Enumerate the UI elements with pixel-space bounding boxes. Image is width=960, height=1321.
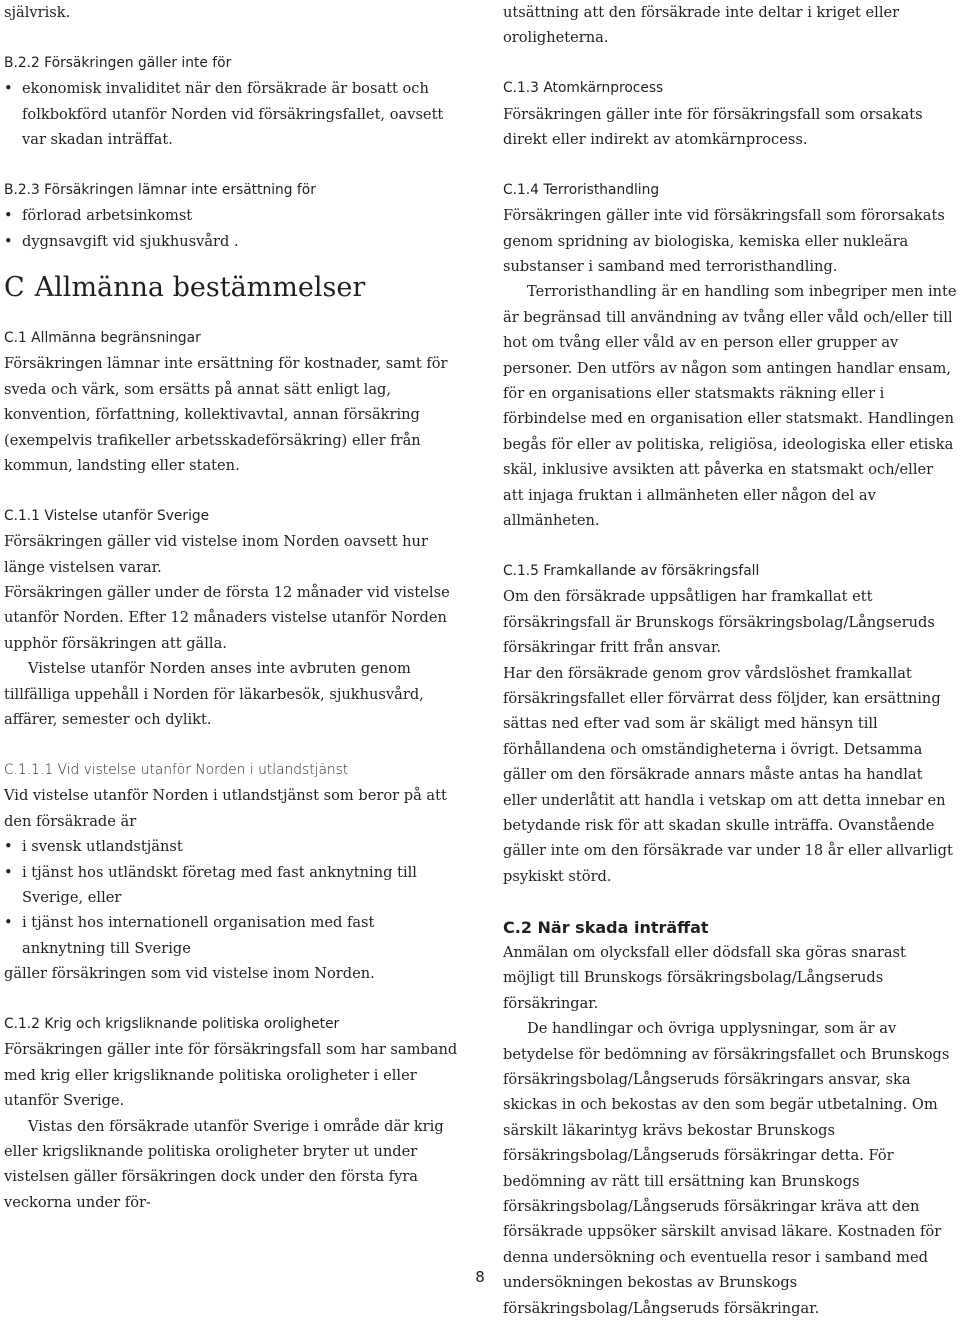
bullet-list bbox=[4, 203, 462, 254]
paragraph: Om den försäkrade uppsåtligen har framkallat ett försäkringsfall är Brunskogs försäkringsbolag/Långseruds försäkringar fritt från ansvar. bbox=[503, 588, 935, 657]
section-heading: B.2.2 Försäkringen gäller inte för bbox=[4, 54, 232, 71]
paragraph: Försäkringen lämnar inte ersättning för kostnader, samt för sveda och värk, som ersätts på annat sätt enligt lag, konvention, författning, kollektivavtal, annan försäkring (exempelvis trafikeller arbetsskadeförsäkring) eller från kommun, landsting eller staten. bbox=[4, 355, 448, 475]
section-heading: C.1 Allmänna begränsningar bbox=[4, 330, 201, 347]
paragraph: gäller försäkringen som vid vistelse inom Norden. bbox=[4, 965, 375, 983]
paragraph: Försäkringen gäller inte för försäkringsfall som har samband med krig eller krigsliknande politiska oroligheter i eller utanför Sverige. bbox=[4, 1041, 458, 1110]
list-item: • förlorad arbetsinkomst bbox=[4, 203, 462, 228]
list-item: • ekonomisk invaliditet när den försäkrade är bosatt och folkbokförd utanför Norden vid försäkringsfallet, oavsett var skadan inträffat. bbox=[4, 76, 462, 152]
bullet-list bbox=[4, 76, 462, 152]
section-c2 bbox=[503, 915, 957, 1321]
paragraph: Vistelse utanför Norden anses inte avbruten genom tillfälliga uppehåll i Norden för läkarbesök, sjukhusvård, affärer, semester och dylikt. bbox=[4, 660, 424, 729]
section-c12 bbox=[4, 1012, 462, 1215]
section-c15 bbox=[503, 559, 957, 889]
section-c11 bbox=[4, 504, 462, 733]
section-heading: C.1.4 Terroristhandling bbox=[503, 181, 660, 198]
continued-text: utsättning att den försäkrade inte deltar i kriget eller oroligheterna. bbox=[503, 4, 900, 47]
paragraph: Vistas den försäkrade utanför Sverige i område där krig eller krigsliknande politiska oroligheter bryter ut under vistelsen gäller försäkringen dock under den första fyra veckorna under för- bbox=[4, 1117, 444, 1211]
section-c13 bbox=[503, 76, 957, 152]
continued-text: självrisk. bbox=[4, 4, 71, 21]
section-b22 bbox=[4, 51, 462, 153]
list-item: • i tjänst hos utländskt företag med fast anknytning till Sverige, eller bbox=[4, 860, 462, 911]
chapter-title-text: Allmänna bestämmelser bbox=[34, 272, 366, 304]
section-c14 bbox=[503, 178, 957, 534]
section-heading: C.1.5 Framkallande av försäkringsfall bbox=[503, 562, 760, 579]
section-heading: C.2 När skada inträffat bbox=[503, 917, 709, 937]
chapter-title bbox=[4, 270, 462, 306]
section-b23 bbox=[4, 178, 462, 254]
section-c111 bbox=[4, 758, 462, 987]
paragraph: Försäkringen gäller inte vid försäkringsfall som förorsakats genom spridning av biologiska, kemiska eller nukleära substanser i samband med terroristhandling. bbox=[503, 207, 945, 276]
right-column bbox=[503, 0, 957, 1321]
section-heading: B.2.3 Försäkringen lämnar inte ersättning för bbox=[4, 181, 316, 198]
list-item: • dygnsavgift vid sjukhusvård . bbox=[4, 229, 462, 254]
paragraph: Vid vistelse utanför Norden i utlandstjänst som beror på att den försäkrade är bbox=[4, 787, 447, 830]
paragraph: Försäkringen gäller inte för försäkringsfall som orsakats direkt eller indirekt av atomkärnprocess. bbox=[503, 105, 923, 149]
paragraph: De handlingar och övriga upplysningar, som är av betydelse för bedömning av försäkringsfallet och Brunskogs försäkringsbolag/Långseruds försäkringars ansvar, ska skickas in och bekostas av den som begär utbetalning. Om särskilt läkarintyg krävs bekostar Brunskogs försäkringsbolag/Långseruds försäkringar detta. För bedömning av rätt till ersättning kan Brunskogs försäkringsbolag/Långseruds försäkringar kräva att den försäkrade uppsöker särskilt anvisad läkare. Kostnaden för denna undersökning och eventuella resor i samband med undersökningen bekostas av Brunskogs försäkringsbolag/Långseruds försäkringar. bbox=[503, 1020, 950, 1317]
paragraph: Försäkringen gäller under de första 12 månader vid vistelse utanför Norden. Efter 12 månaders vistelse utanför Norden upphör försäkringen att gälla. bbox=[4, 584, 450, 652]
paragraph: Anmälan om olycksfall eller dödsfall ska göras snarast möjligt till Brunskogs försäkringsbolag/Långseruds försäkringar. bbox=[503, 943, 906, 1012]
section-heading: C.1.1 Vistelse utanför Sverige bbox=[4, 507, 210, 524]
chapter-letter: C bbox=[4, 272, 25, 304]
section-heading: C.1.1.1 Vid vistelse utanför Norden i utlandstjänst bbox=[4, 761, 349, 778]
section-heading: C.1.3 Atomkärnprocess bbox=[503, 80, 664, 97]
list-item: • i svensk utlandstjänst bbox=[4, 834, 462, 859]
paragraph: Terroristhandling är en handling som inbegriper men inte är begränsad till användning av tvång eller våld och/eller till hot om tvång eller våld av en person eller grupper av personer. Den utförs av någon som antingen handlar ensam, för en organisations eller statsmakts räkning eller i förbindelse med en organisation eller statsmakt. Handlingen begås för eller av politiska, religiösa, ideologiska eller etiska skäl, inklusive avsikten att påverka en statsmakt och/eller att injaga fruktan i allmänheten eller någon del av allmänheten. bbox=[503, 283, 957, 530]
list-item: • i tjänst hos internationell organisation med fast anknytning till Sverige bbox=[4, 910, 462, 961]
page-number: 8 bbox=[475, 1268, 485, 1286]
left-column bbox=[4, 0, 462, 1215]
paragraph: Försäkringen gäller vid vistelse inom Norden oavsett hur länge vistelsen varar. bbox=[4, 533, 428, 576]
paragraph: Har den försäkrade genom grov vårdslöshet framkallat försäkringsfallet eller förvärrat dess följder, kan ersättning sättas ned efter vad som är skäligt med hänsyn till förhållandena och omständigheterna i övrigt. Detsamma gäller om den försäkrade annars måste antas ha handlat eller underlåtit att handla i vetskap om att detta innebar en betydande risk för att skadan skulle inträffa. Ovanstående gäller inte om den försäkrade var under 18 år eller allvarligt psykiskt störd. bbox=[503, 664, 953, 885]
section-heading: C.1.2 Krig och krigsliknande politiska oroligheter bbox=[4, 1015, 340, 1032]
bullet-list bbox=[4, 834, 462, 961]
section-c1 bbox=[4, 326, 462, 478]
